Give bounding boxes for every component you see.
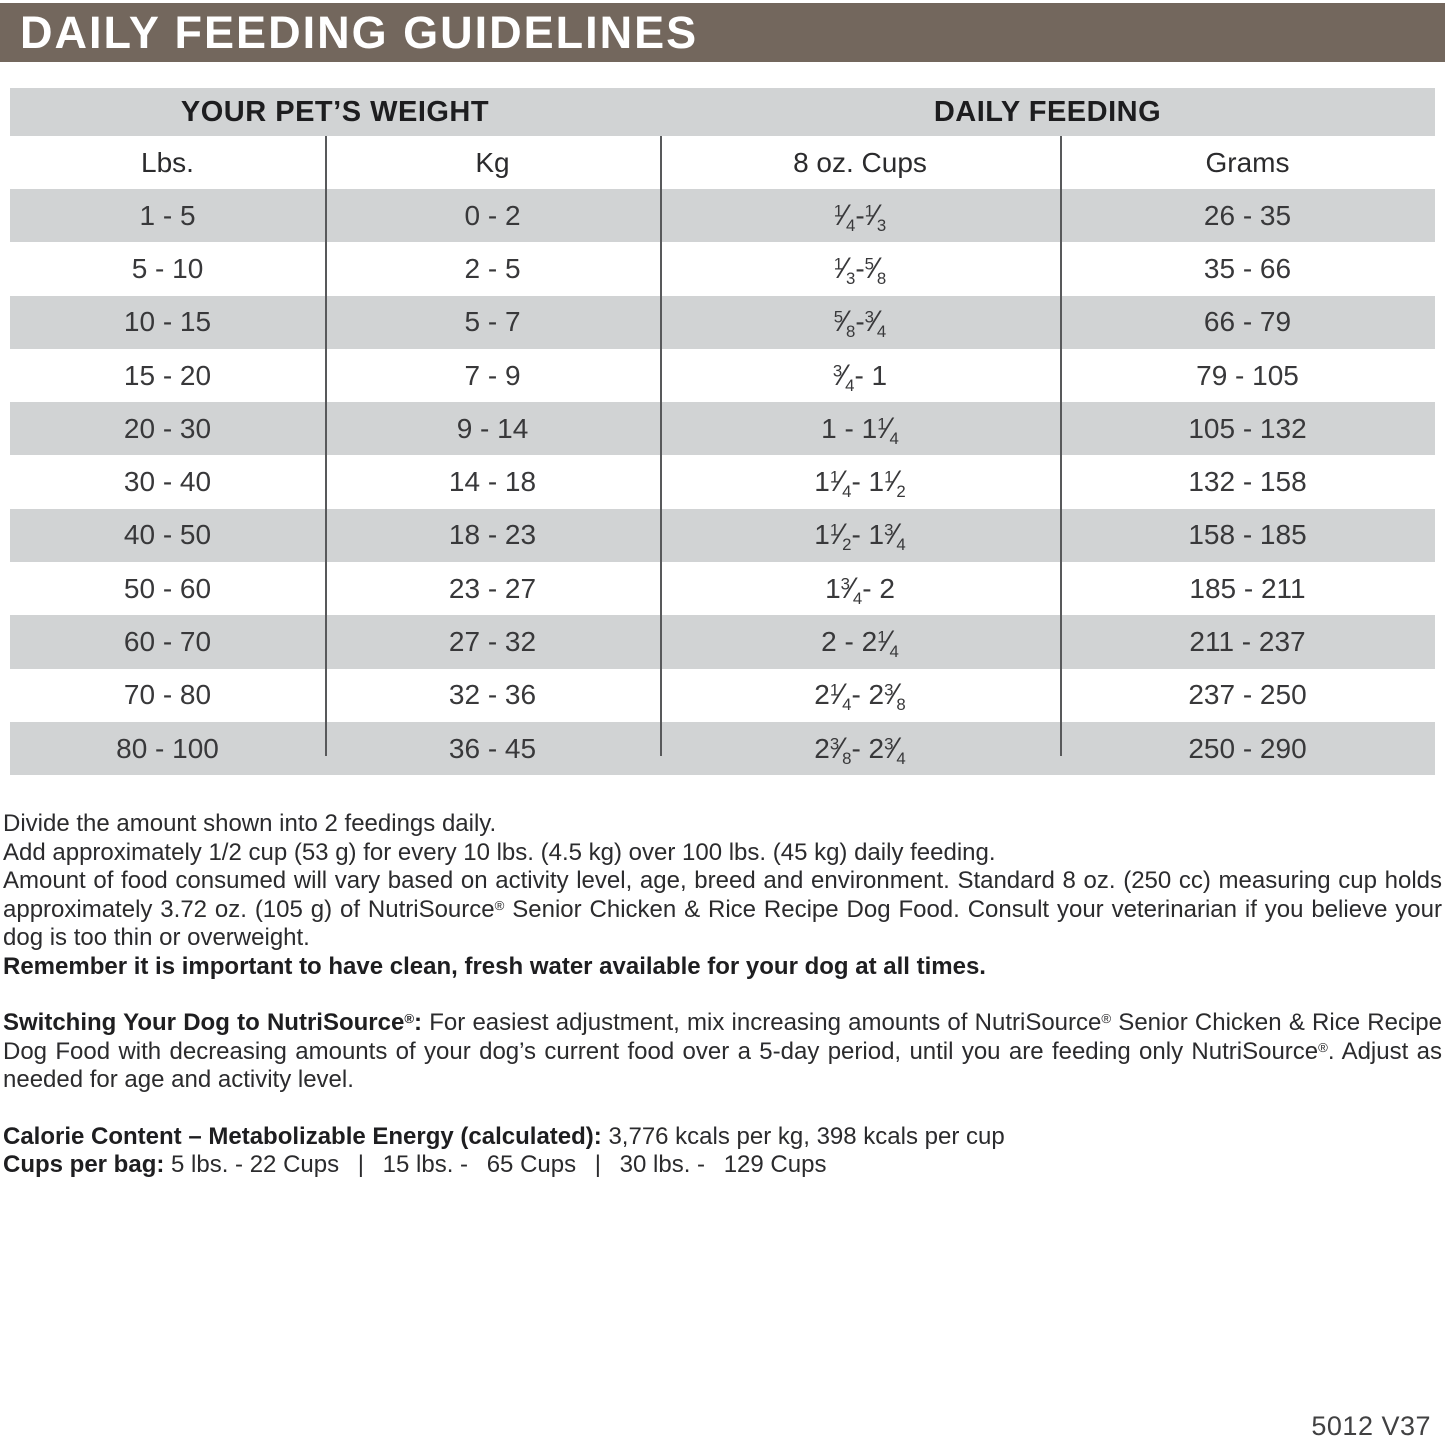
table-cell: 2 - 5 (464, 252, 521, 284)
table-cell: 2 $^1⁄_4$ - 2 $^3⁄_8$ (814, 678, 906, 715)
note-text: For easiest adjustment, mix increasing amounts of NutriSource® Senior Chicken & Rice Recipe Dog Food with decreasing amounts of your dog’s current food over a 5-day period, until you are feeding only NutriSource®. Adjust as needed for age and activity level. (3, 1009, 1442, 1093)
table-cell: $^1⁄_4$ - $^1⁄_3$ (833, 198, 887, 235)
notes-section (3, 810, 1442, 1180)
table-cell: 26 - 35 (1203, 199, 1292, 231)
table-cell: 27 - 32 (448, 626, 537, 658)
note-paragraph (3, 1123, 1442, 1152)
note-paragraph (3, 839, 1442, 868)
doc-code: 5012 V37 (1311, 1411, 1431, 1441)
note-text-bold: Switching Your Dog to NutriSource®: (3, 1009, 423, 1036)
table-row (10, 296, 1435, 349)
table-cell: 79 - 105 (1196, 359, 1299, 391)
table-cell: 20 - 30 (123, 412, 212, 444)
page-title: DAILY FEEDING GUIDELINES (20, 6, 699, 58)
note-text-bold: Remember it is important to have clean, fresh water available for your dog at all times. (3, 952, 986, 980)
table-cell: 237 - 250 (1188, 679, 1307, 711)
note-paragraph (3, 1151, 1442, 1180)
table-cell: 10 - 15 (123, 306, 212, 338)
table-cell: 132 - 158 (1188, 466, 1307, 498)
table-row (10, 722, 1435, 775)
table-row (10, 509, 1435, 562)
table-row (10, 242, 1435, 295)
table-group-header-row (10, 88, 1435, 136)
table-cell: 105 - 132 (1188, 412, 1307, 444)
table-cell: 23 - 27 (448, 572, 537, 604)
column-divider-lbs-kg (325, 136, 327, 756)
table-cell: 158 - 185 (1188, 519, 1307, 551)
table-cell: 60 - 70 (123, 626, 212, 658)
title-bar (0, 3, 1445, 62)
feeding-table (10, 88, 1435, 775)
table-row (10, 669, 1435, 722)
table-cell: 14 - 18 (448, 466, 537, 498)
table-cell: 40 - 50 (123, 519, 212, 551)
table-cell: 0 - 2 (464, 199, 521, 231)
note-paragraph (3, 810, 1442, 839)
table-row (10, 562, 1435, 615)
note-paragraph (3, 1009, 1442, 1095)
table-row (10, 455, 1435, 508)
table-cell: 30 - 40 (123, 466, 212, 498)
table-cell: 70 - 80 (123, 679, 212, 711)
table-row (10, 615, 1435, 668)
table-cell: 36 - 45 (448, 732, 537, 764)
group-header-pet-weight: YOUR PET’S WEIGHT (180, 95, 490, 128)
column-header-cups: 8 oz. Cups (793, 146, 927, 178)
table-cell: 66 - 79 (1203, 306, 1292, 338)
note-text: Amount of food consumed will vary based on activity level, age, breed and environment. Standard 8 oz. (250 cc) measuring cup holds approximately 3.72 oz. (105 g) of NutriSource® Senior Chicken & Rice Recipe Dog Food. Consult your veterinarian if you believe your dog is too thin or overweight. (3, 867, 1442, 951)
note-text: 5 lbs. - 22 Cups | 15 lbs. - 65 Cups | 30 lbs. - 129 Cups (164, 1151, 827, 1178)
column-header-grams: Grams (1205, 146, 1290, 178)
column-divider-kg-cups (660, 136, 662, 756)
table-cell: 50 - 60 (123, 572, 212, 604)
table-column-header-row (10, 136, 1435, 189)
note-text: Divide the amount shown into 2 feedings daily. (3, 810, 497, 837)
table-cell: 211 - 237 (1189, 626, 1306, 658)
table-cell: 2 $^3⁄_8$ - 2 $^3⁄_4$ (814, 731, 906, 768)
column-header-lbs: Lbs. (141, 146, 194, 178)
note-text-bold: Cups per bag: (3, 1151, 165, 1178)
table-cell: 1 - 1 $^1⁄_4$ (821, 411, 899, 448)
note-text: 3,776 kcals per kg, 398 kcals per cup (601, 1122, 1005, 1150)
table-cell: $^1⁄_3$ - $^5⁄_8$ (833, 251, 887, 288)
table-cell: 185 - 211 (1189, 572, 1306, 604)
column-header-kg: Kg (475, 146, 510, 178)
table-cell: 7 - 9 (464, 359, 521, 391)
table-cell: 5 - 10 (131, 252, 204, 284)
table-cell: 5 - 7 (464, 306, 521, 338)
table-cell: $^3⁄_4$ - 1 (832, 358, 888, 395)
table-cell: 250 - 290 (1188, 732, 1307, 764)
note-paragraph (3, 867, 1442, 953)
table-cell: 1 $^3⁄_4$ - 2 (825, 571, 895, 608)
note-text: Add approximately 1/2 cup (53 g) for every 10 lbs. (4.5 kg) over 100 lbs. (45 kg) daily feeding. (3, 838, 996, 866)
table-cell: 32 - 36 (448, 679, 537, 711)
table-cell: 1 - 5 (139, 199, 196, 231)
note-paragraph (3, 953, 1442, 982)
table-cell: $^5⁄_8$ - $^3⁄_4$ (833, 305, 887, 342)
column-divider-cups-grams (1060, 136, 1062, 756)
table-row (10, 402, 1435, 455)
table-cell: 18 - 23 (448, 519, 537, 551)
group-header-daily-feeding: DAILY FEEDING (933, 95, 1162, 128)
note-text-bold: Calorie Content – Metabolizable Energy (calculated): (3, 1122, 602, 1150)
table-cell: 35 - 66 (1203, 252, 1292, 284)
table-cell: 15 - 20 (123, 359, 212, 391)
table-cell: 2 - 2 $^1⁄_4$ (821, 625, 899, 661)
table-cell: 1 $^1⁄_4$ - 1 $^1⁄_2$ (814, 465, 906, 501)
table-row (10, 349, 1435, 402)
table-cell: 1 $^1⁄_2$ - 1 $^3⁄_4$ (814, 518, 906, 555)
feeding-table-body (10, 189, 1435, 775)
table-cell: 9 - 14 (456, 412, 529, 444)
table-row (10, 189, 1435, 242)
table-cell: 80 - 100 (116, 732, 219, 764)
